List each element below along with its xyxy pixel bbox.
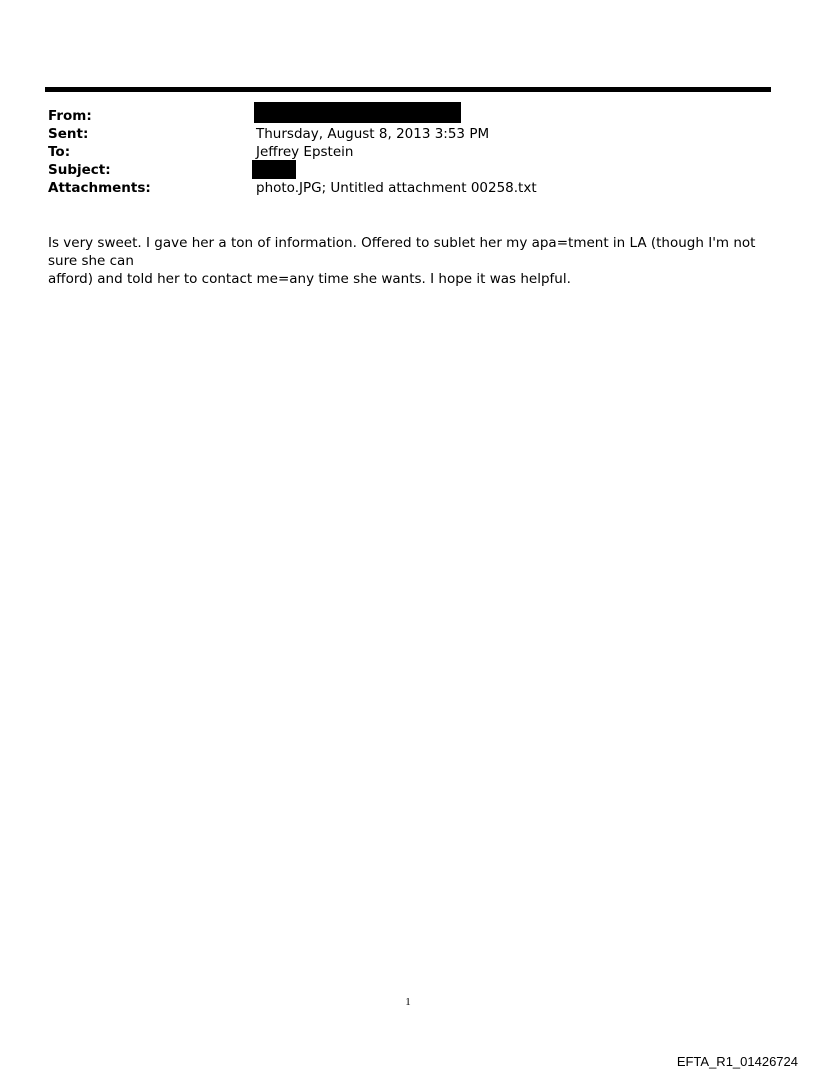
attachments-label: Attachments: bbox=[48, 180, 151, 196]
sent-label: Sent: bbox=[48, 126, 89, 142]
subject-row bbox=[48, 162, 768, 180]
email-body bbox=[48, 234, 768, 288]
header-divider-rule bbox=[45, 87, 771, 92]
subject-label: Subject: bbox=[48, 162, 111, 178]
to-value: Jeffrey Epstein bbox=[256, 144, 354, 160]
to-label: To: bbox=[48, 144, 71, 160]
body-line-1: Is very sweet. I gave her a ton of information. Offered to sublet her my apa=tment in LA (though I'm not sure she can bbox=[48, 235, 756, 269]
attachments-value: photo.JPG; Untitled attachment 00258.txt bbox=[256, 180, 537, 196]
document-id: EFTA_R1_01426724 bbox=[676, 1054, 798, 1069]
body-line-2: afford) and told her to contact me=any time she wants. I hope it was helpful. bbox=[48, 271, 571, 287]
to-row bbox=[48, 144, 768, 162]
from-redaction-block bbox=[254, 102, 461, 123]
sent-row bbox=[48, 126, 768, 144]
from-label: From: bbox=[48, 108, 92, 124]
page-number: 1 bbox=[405, 996, 411, 1008]
sent-value: Thursday, August 8, 2013 3:53 PM bbox=[256, 126, 490, 142]
attachments-row bbox=[48, 180, 768, 198]
subject-redaction-block bbox=[252, 160, 296, 179]
